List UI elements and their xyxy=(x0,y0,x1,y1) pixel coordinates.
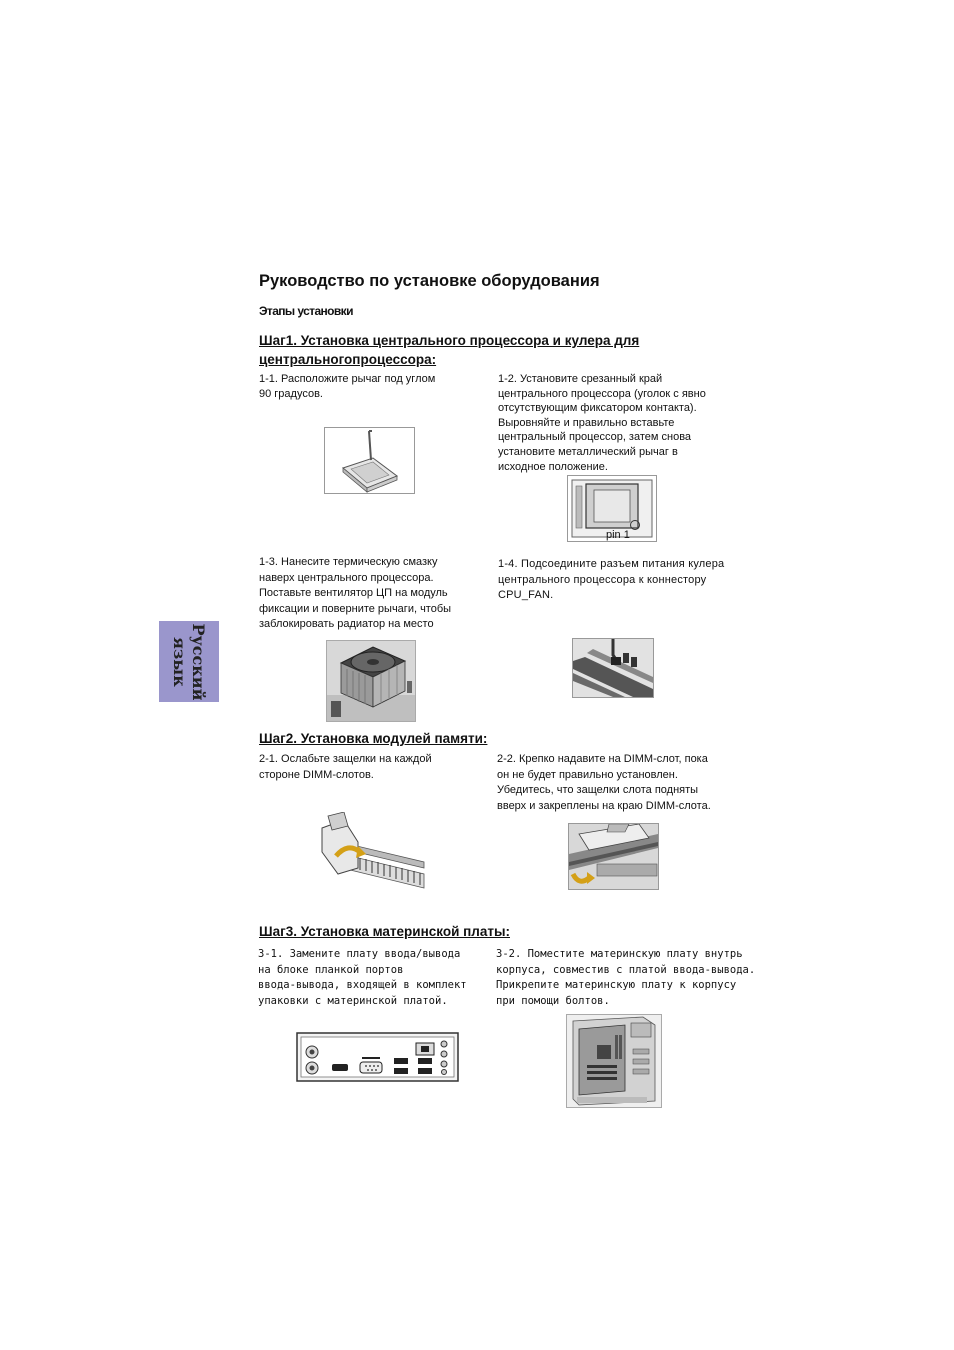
text-line: 90 градусов. xyxy=(259,387,323,400)
text-line: 2-2. Крепко надавите на DIMM-слот, пока xyxy=(497,753,708,765)
text-line: наверх центрального процессора. xyxy=(259,571,434,584)
text-line: Убедитесь, что защелки слота подняты xyxy=(497,784,699,796)
step1-2-text xyxy=(498,372,706,474)
text-line: центральный процессор, затем снова xyxy=(498,431,692,444)
text-line: Выровняйте и правильно вставьте xyxy=(498,416,675,429)
text-line: он не будет правильно установлен. xyxy=(497,768,678,781)
side-tab-line2: язык xyxy=(170,636,189,687)
step1-title xyxy=(259,331,639,369)
text-line: на блоке планкой портов xyxy=(258,963,404,976)
text-line: Поставьте вентилятор ЦП на модуль xyxy=(259,587,448,599)
step1-1-text xyxy=(259,372,435,401)
dimm-latch-image xyxy=(314,812,426,892)
text-line: фиксации и поверните рычаги, чтобы xyxy=(259,602,452,615)
cpu-fan-heatsink-image xyxy=(326,640,416,722)
cpu-socket-lever-image xyxy=(324,427,415,494)
text-line: установите металлический рычаг в xyxy=(498,445,678,458)
cpu-fan-connector-image xyxy=(572,638,654,698)
text-line: ввода-вывода, входящей в комплект xyxy=(258,979,467,991)
step3-1-text xyxy=(258,947,467,1009)
text-line: 1-3. Нанесите термическую смазку xyxy=(259,556,438,568)
text-line: упаковки с материнской платой. xyxy=(258,994,448,1007)
motherboard-in-case-image xyxy=(566,1014,662,1108)
step1-3-text xyxy=(259,555,451,633)
language-side-tab xyxy=(159,621,219,702)
text-line: заблокировать радиатор на место xyxy=(259,618,434,630)
text-line: 1-2. Установите срезанный край xyxy=(498,373,663,385)
step3-title: Шаг3. Установка материнской платы: xyxy=(259,924,510,939)
step2-1-text xyxy=(259,752,432,783)
dimm-insert-image xyxy=(568,823,659,890)
text-line: центрального процессора (уголок с явно xyxy=(498,387,706,400)
step1-title-line1: Шаг1. Установка центрального процессора и кулера для xyxy=(259,333,640,348)
text-line: корпуса, совместив с платой ввода-вывода. xyxy=(496,963,756,976)
text-line: 1-1. Расположите рычаг под углом xyxy=(259,373,436,385)
side-tab-line1: Русский xyxy=(189,622,208,701)
io-shield-image xyxy=(296,1032,459,1082)
text-line: стороне DIMM-слотов. xyxy=(259,768,374,781)
text-line: 3-1. Замените плату ввода/вывода xyxy=(258,948,461,960)
text-line: 1-4. Подсоедините разъем питания кулера xyxy=(498,558,725,570)
text-line: при помощи болтов. xyxy=(496,994,610,1007)
text-line: исходное положение. xyxy=(498,460,608,473)
step1-4-text xyxy=(498,557,724,604)
text-line: 2-1. Ослабьте защелки на каждой xyxy=(259,753,432,765)
step3-2-text xyxy=(496,947,755,1009)
text-line: 3-2. Поместите материнскую плату внутрь xyxy=(496,948,743,960)
page-title: Руководство по установке оборудования xyxy=(259,272,600,290)
section-subtitle: Этапы установки xyxy=(259,304,353,318)
text-line: отсутствующим фиксатором контакта). xyxy=(498,402,697,415)
pin1-label: pin 1 xyxy=(606,529,630,541)
text-line: CPU_FAN. xyxy=(498,589,554,601)
step2-2-text xyxy=(497,752,711,814)
step2-title: Шаг2. Установка модулей памяти: xyxy=(259,731,488,746)
text-line: центрального процессора к коннестору xyxy=(498,573,707,586)
cpu-pin1-image xyxy=(567,475,657,542)
text-line: Прикрепите материнскую плату к корпусу xyxy=(496,979,737,991)
step1-title-line2: центральногопроцессора: xyxy=(259,352,437,367)
text-line: вверх и закреплены на краю DIMM-слота. xyxy=(497,799,711,812)
